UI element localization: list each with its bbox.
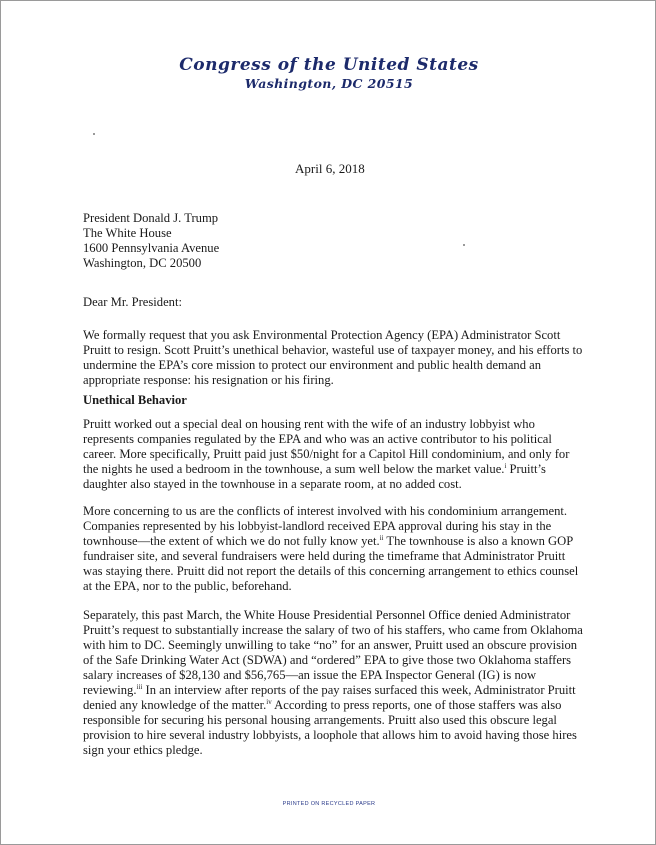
paragraph-text: The townhouse is also a known GOP fundraiser site, and several fundraisers were held during the timeframe that Administrator Pruitt was staying there. Pruitt did not report the details of this concerning arrangement to ethics counsel at the EPA, nor to the public, beforehand. [83,534,579,593]
paragraph-text: Separately, this past March, the White House Presidential Personnel Office denied Administrator Pruitt’s request to substantially increase the salary of two of his staffers, who came from Oklahoma with him to DC. Seemingly unwilling to take “no” for an answer, Pruitt used an obscure provision of the Safe Drinking Water Act (SDWA) and “ordered” EPA to give those two Oklahoma staffers salary increases of $28,130 and $56,765—an issue the EPA Inspector General (IG) is now reviewing. [83,608,583,697]
paragraph-salaries [83,608,583,758]
footnote-marker: ii [379,533,384,542]
letter-date: April 6, 2018 [295,161,365,176]
letterhead-title: Congress of the United States [179,55,479,75]
paragraph-text: Pruitt’s daughter also stayed in the townhouse in a separate room, at no added cost. [83,462,546,491]
recipient-org: The White House [83,226,172,240]
salutation: Dear Mr. President: [83,295,182,309]
section-heading: Unethical Behavior [83,393,187,407]
letterhead-subtitle: Washington, DC 20515 [244,76,414,91]
footnote-marker: iv [266,697,272,706]
paragraph-housing [83,417,583,492]
recipient-city: Washington, DC 20500 [83,256,202,270]
intro-paragraph: We formally request that you ask Environmental Protection Agency (EPA) Administrator Scott Pruitt to resign. Scott Pruitt’s unethical behavior, wasteful use of taxpayer money, and his efforts to undermine the EPA’s core mission to protect our environment and public health demand an appropriate response: his resignation or his firing. [83,328,583,387]
paragraph-conflicts [83,504,583,594]
paragraph-text: Pruitt worked out a special deal on housing rent with the wife of an industry lobbyist who represents companies regulated by the EPA and who was an active contributor to his political career. More specifically, Pruitt paid just $50/night for a Capitol Hill condominium, and only for the nights he used a bedroom in the townhouse, a sum well below the market value. [83,417,570,476]
scan-speck [93,133,95,135]
footnote-marker: iii [136,682,143,691]
paragraph-text: More concerning to us are the conflicts of interest involved with his condominium arrangement. Companies represented by his lobbyist-landlord received EPA approval during his stay in the townhouse—the extent of which we do not fully know yet. [83,504,568,548]
paragraph-text: According to press reports, one of those staffers was also responsible for securing his personal housing arrangements. Pruitt also used this obscure legal provision to hire several industry lobbyists, a loophole that allows him to avoid having those hires sign your ethics pledge. [83,698,577,757]
recipient-name: President Donald J. Trump [83,211,219,225]
recipient-street: 1600 Pennsylvania Avenue [83,241,220,255]
footnote-marker: i [504,461,507,470]
letterhead [1,55,656,93]
recipient-address [83,211,583,271]
recycled-paper-footer: PRINTED ON RECYCLED PAPER [282,801,376,807]
paragraph-text: In an interview after reports of the pay raises surfaced this week, Administrator Pruitt denied any knowledge of the matter. [83,683,576,712]
